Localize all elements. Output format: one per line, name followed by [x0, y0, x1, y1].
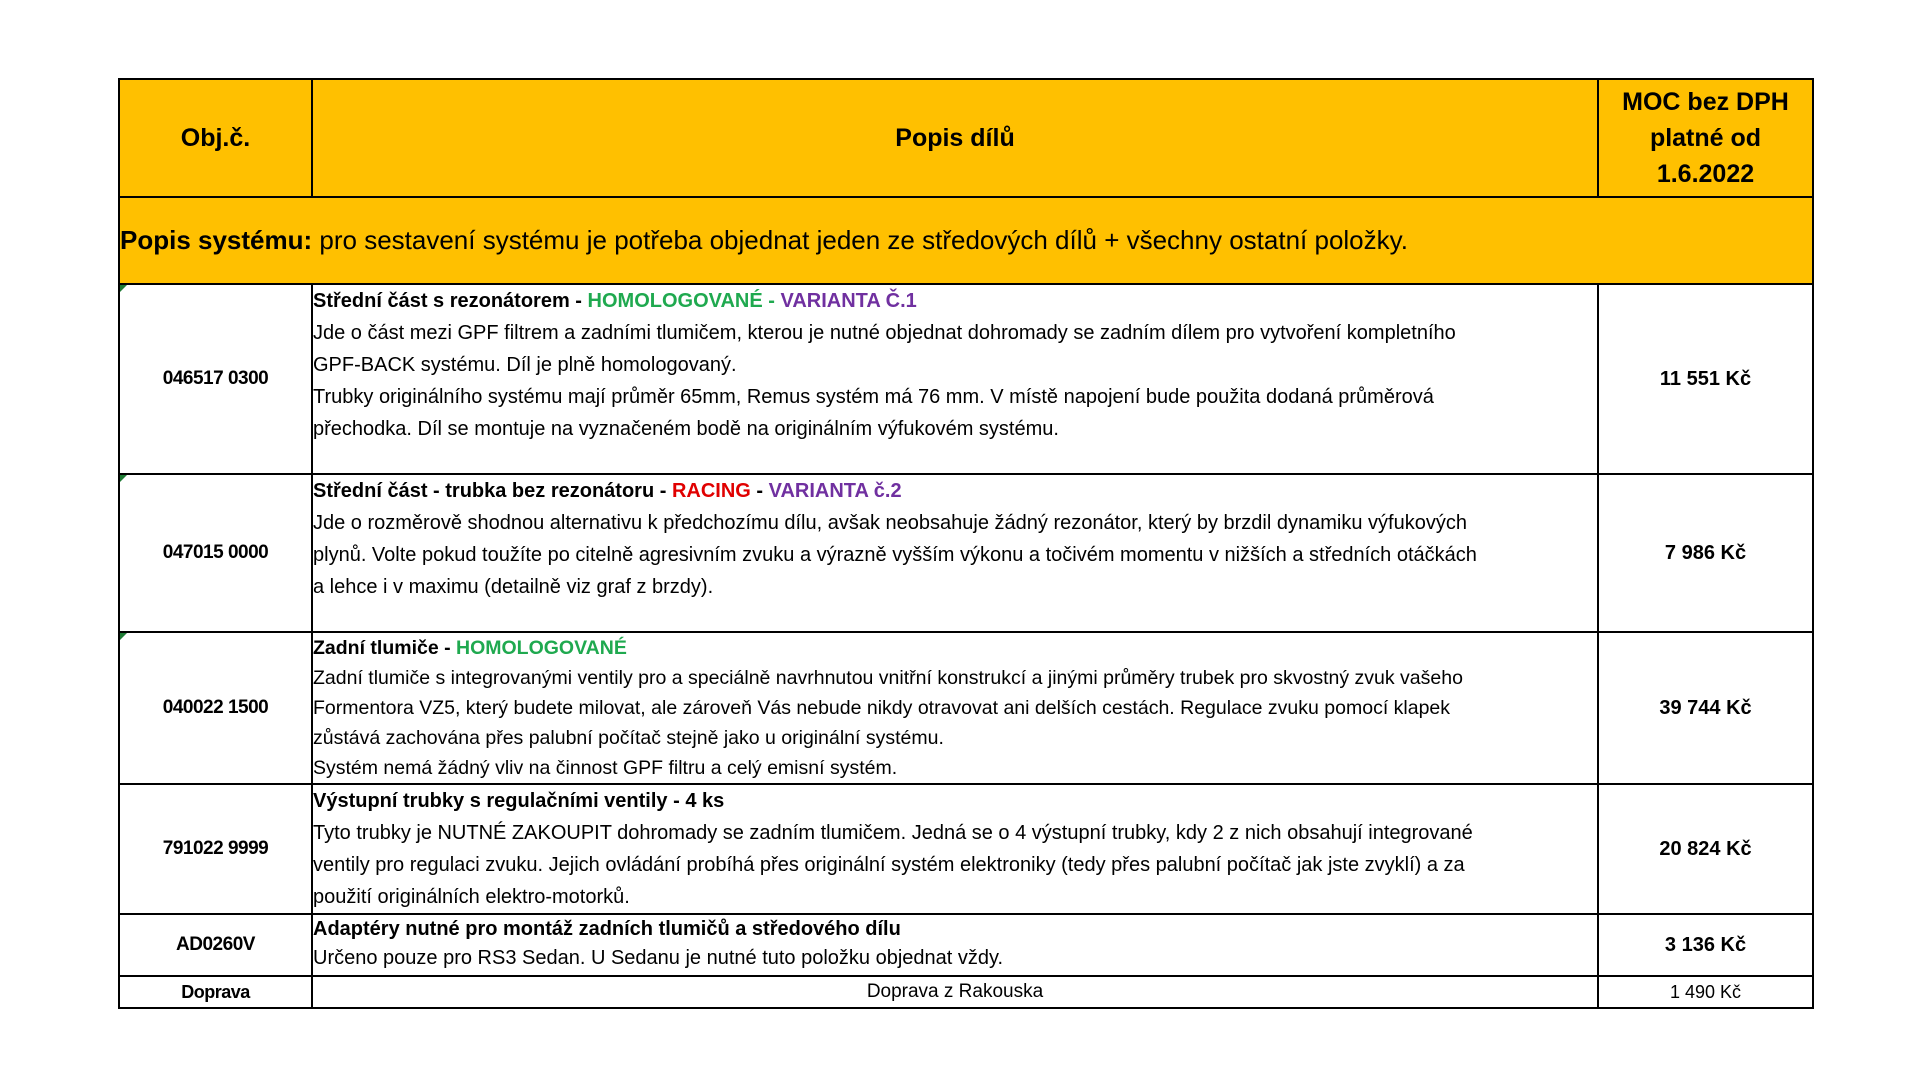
part-tag-variant: VARIANTA Č.1 [780, 290, 917, 312]
shipping-row [119, 976, 1813, 1008]
shipping-price: 1 490 Kč [1598, 976, 1813, 1008]
system-text: pro sestavení systému je potřeba objednat jeden ze středových dílů + všechny ostatní položky. [312, 225, 1408, 255]
part-code: 046517 0300 [119, 284, 312, 474]
description-line: Formentora VZ5, který budete milovat, ale zároveň Vás nebude nikdy otravovat ani delších cestách. Regulace zvuku pomocí klapek [313, 697, 1451, 719]
part-tag-separator: - [750, 480, 769, 502]
part-title: Střední část - trubka bez rezonátoru - [313, 480, 672, 502]
description-line: Zadní tlumiče s integrovanými ventily pro a speciálně navrhnutou vnitřní konstrukcí a jinými průměry trubek pro skvostný zvuk vašeho [313, 667, 1463, 689]
part-title: Výstupní trubky s regulačními ventily - 4 ks [313, 790, 725, 812]
table-row [119, 784, 1813, 914]
part-tag-homologated: HOMOLOGOVANÉ [456, 637, 627, 659]
description-line: ventily pro regulaci zvuku. Jejich ovládání probíhá přes originální systém elektroniky (tedy přes palubní počítač jak jste zvyklí) a za [313, 854, 1465, 876]
description-line: zůstává zachována přes palubní počítač stejně jako u originální systému. [313, 727, 944, 749]
part-code: 040022 1500 [119, 632, 312, 784]
description-line: Systém nemá žádný vliv na činnost GPF filtru a celý emisní systém. [313, 757, 898, 779]
header-description: Popis dílů [312, 79, 1598, 197]
table-row [119, 474, 1813, 632]
part-title: Adaptéry nutné pro montáž zadních tlumičů a středového dílu [313, 918, 901, 940]
description-line: Tyto trubky je NUTNÉ ZAKOUPIT dohromady se zadním tlumičem. Jedná se o 4 výstupní trubky, kdy 2 z nich obsahují integrované [313, 822, 1473, 844]
description-line: přechodka. Díl se montuje na vyznačeném bodě na originálním výfukovém systému. [313, 418, 1059, 440]
comment-marker-icon [120, 633, 127, 640]
shipping-description: Doprava z Rakouska [312, 976, 1598, 1008]
part-description [312, 474, 1598, 632]
part-title: Střední část s rezonátorem - [313, 290, 588, 312]
price-sheet [118, 78, 1812, 1009]
header-code: Obj.č. [119, 79, 312, 197]
part-description [312, 784, 1598, 914]
system-description [119, 197, 1813, 284]
part-title: Zadní tlumiče - [313, 637, 457, 659]
part-code: AD0260V [119, 914, 312, 976]
description-line: Jde o část mezi GPF filtrem a zadními tlumičem, kterou je nutné objednat dohromady se zadním dílem pro vytvoření kompletního [313, 322, 1456, 344]
shipping-code: Doprava [119, 976, 312, 1008]
system-label: Popis systému: [120, 225, 313, 255]
description-line: Určeno pouze pro RS3 Sedan. U Sedanu je nutné tuto položku objednat vždy. [313, 947, 1004, 969]
description-line: použití originálních elektro-motorků. [313, 886, 630, 908]
comment-marker-icon [120, 285, 127, 292]
part-code: 047015 0000 [119, 474, 312, 632]
parts-table [118, 78, 1814, 1009]
description-line: plynů. Volte pokud toužíte po citelně agresivním zvuku a výrazně vyšším výkonu a točivém momentu v nižších a středních otáčkách [313, 544, 1477, 566]
header-price-line2: platné od [1649, 124, 1762, 152]
table-row [119, 914, 1813, 976]
description-line: Trubky originálního systému mají průměr 65mm, Remus systém má 76 mm. V místě napojení bude použita dodaná průměrová [313, 386, 1434, 408]
part-price: 11 551 Kč [1598, 284, 1813, 474]
description-line: Jde o rozměrově shodnou alternativu k předchozímu dílu, avšak neobsahuje žádný rezonátor, který by brzdil dynamiku výfukových [313, 512, 1467, 534]
part-description [312, 632, 1598, 784]
description-line: a lehce i v maximu (detailně viz graf z brzdy). [313, 576, 714, 598]
part-price: 7 986 Kč [1598, 474, 1813, 632]
part-description [312, 914, 1598, 976]
header-row [119, 79, 1813, 197]
system-row [119, 197, 1813, 284]
comment-marker-icon [120, 475, 127, 482]
part-tag-racing: RACING [671, 480, 751, 502]
header-price [1598, 79, 1813, 197]
part-price: 20 824 Kč [1598, 784, 1813, 914]
part-code: 791022 9999 [119, 784, 312, 914]
part-price: 3 136 Kč [1598, 914, 1813, 976]
part-description [312, 284, 1598, 474]
table-row [119, 284, 1813, 474]
description-line: GPF-BACK systému. Díl je plně homologovaný. [313, 354, 737, 376]
header-price-line3: 1.6.2022 [1656, 160, 1755, 188]
table-row [119, 632, 1813, 784]
part-tag-variant: VARIANTA č.2 [768, 480, 902, 502]
header-price-line1: MOC bez DPH [1622, 88, 1789, 116]
part-tag-homologated: HOMOLOGOVANÉ - [587, 290, 781, 312]
part-price: 39 744 Kč [1598, 632, 1813, 784]
